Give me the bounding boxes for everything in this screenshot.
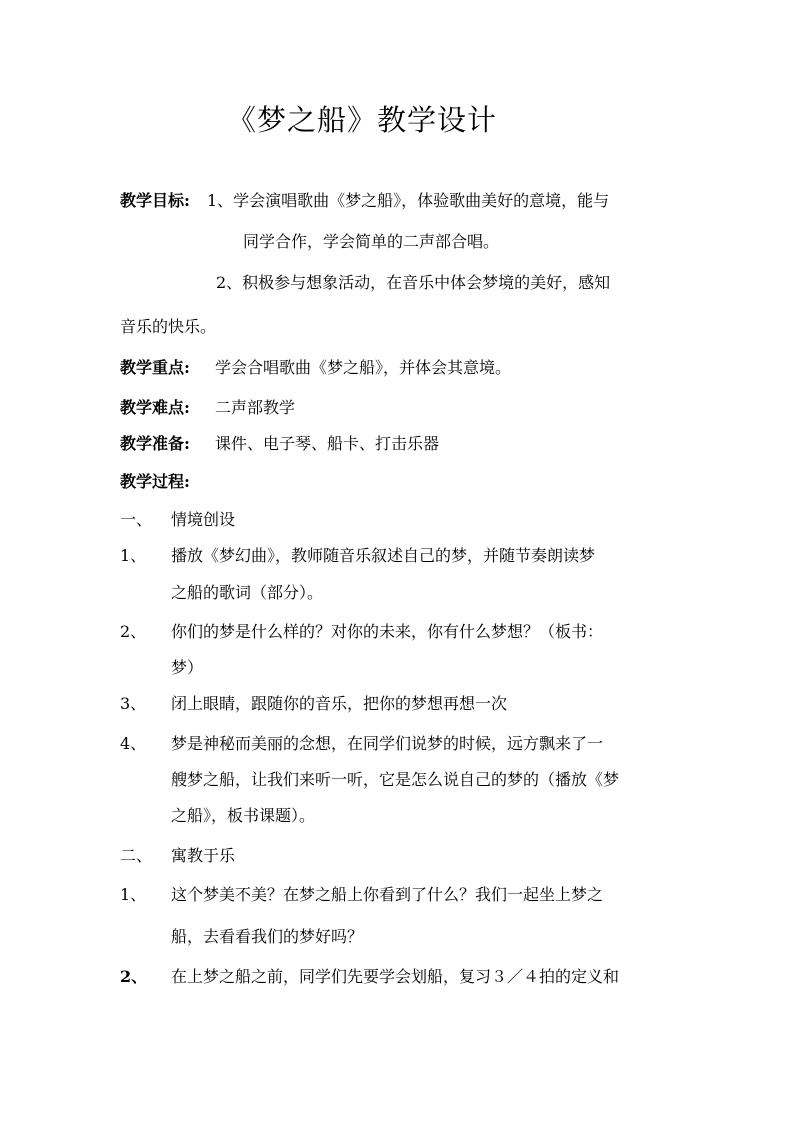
document-title: 《梦之船》教学设计 bbox=[227, 103, 498, 137]
objective-2-line-b: 音乐的快乐。 bbox=[120, 317, 217, 336]
preparation-text: 课件、电子琴、船卡、打击乐器 bbox=[215, 434, 440, 453]
section-1-item-4-number: 4、 bbox=[120, 734, 147, 753]
section-1-item-2-number: 2、 bbox=[120, 622, 147, 641]
key-point-text: 学会合唱歌曲《梦之船》，并体会其意境。 bbox=[215, 358, 512, 377]
section-2-title: 寓教于乐 bbox=[171, 846, 236, 865]
section-1-item-1-line-1: 播放《梦幻曲》，教师随音乐叙述自己的梦，并随节奏朗读梦 bbox=[171, 546, 596, 565]
section-2-item-1-number: 1、 bbox=[120, 885, 147, 904]
difficulty-label: 教学难点: bbox=[120, 398, 190, 417]
objective-2-line-a: 2、积极参与想象活动，在音乐中体会梦境的美好，感知 bbox=[216, 273, 611, 292]
section-1-item-1-number: 1、 bbox=[120, 546, 147, 565]
section-2-item-2-line-1: 在上梦之船之前，同学们先要学会划船，复习３／４拍的定义和 bbox=[171, 967, 620, 986]
objective-1-line-a: 1、学会演唱歌曲《梦之船》，体验歌曲美好的意境，能与 bbox=[207, 191, 610, 210]
section-1-item-4-line-3: 之船》，板书课题）。 bbox=[171, 806, 316, 825]
process-label: 教学过程: bbox=[120, 472, 190, 491]
section-1-item-3-number: 3、 bbox=[120, 694, 147, 713]
section-1-item-2-line-1: 你们的梦是什么样的？对你的未来，你有什么梦想？（板书： bbox=[171, 622, 604, 641]
section-1-number: 一、 bbox=[120, 510, 153, 529]
section-1-item-4-line-2: 艘梦之船，让我们来听一听，它是怎么说自己的梦的（播放《梦 bbox=[171, 770, 620, 789]
section-2-number: 二、 bbox=[120, 846, 153, 865]
section-1-item-1-line-2: 之船的歌词（部分）。 bbox=[171, 583, 324, 602]
preparation-label: 教学准备: bbox=[120, 434, 190, 453]
section-1-title: 情境创设 bbox=[171, 510, 236, 529]
section-1-item-2-line-2: 梦） bbox=[171, 658, 204, 677]
difficulty-text: 二声部教学 bbox=[215, 398, 296, 417]
section-1-item-3-line-1: 闭上眼睛，跟随你的音乐，把你的梦想再想一次 bbox=[171, 694, 508, 713]
section-1-item-4-line-1: 梦是神秘而美丽的念想，在同学们说梦的时候，远方飘来了一 bbox=[171, 734, 604, 753]
section-2-item-1-line-2: 船，去看看我们的梦好吗？ bbox=[171, 927, 364, 946]
objectives-label: 教学目标: bbox=[120, 191, 190, 210]
objective-1-line-b: 同学合作，学会简单的二声部合唱。 bbox=[243, 232, 500, 251]
key-point-label: 教学重点: bbox=[120, 358, 190, 377]
section-2-item-1-line-1: 这个梦美不美？在梦之船上你看到了什么？我们一起坐上梦之 bbox=[171, 885, 604, 904]
section-2-item-2-number: 2、 bbox=[120, 967, 148, 986]
